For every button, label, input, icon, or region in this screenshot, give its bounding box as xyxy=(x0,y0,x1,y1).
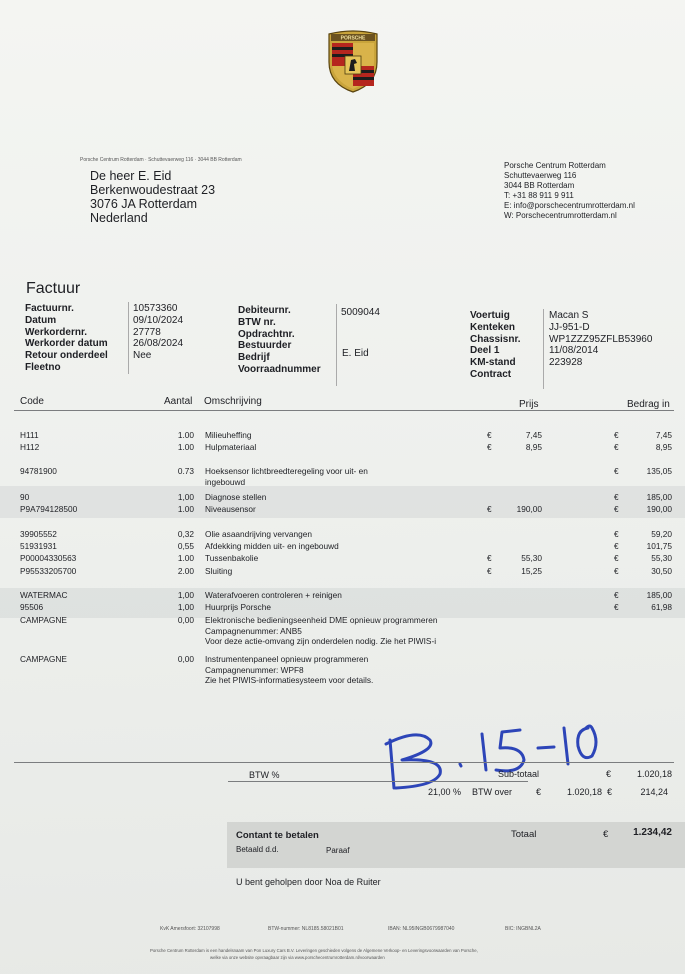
meta-label: Bedrijf xyxy=(238,352,270,364)
subtotal-label: Sub-totaal xyxy=(498,769,540,779)
line-description: Campagnenummer: WPF8 xyxy=(205,664,304,675)
amount-currency: € xyxy=(614,504,619,514)
footer-kvk: KvK Amersfoort: 32107998 xyxy=(160,926,220,932)
helped-by: U bent geholpen door Noa de Ruiter xyxy=(236,877,381,887)
line-price: 15,25 xyxy=(521,566,542,576)
line-code: P9A794128500 xyxy=(20,504,78,514)
dealer-phone: T: +31 88 911 9 911 xyxy=(504,191,574,200)
header-price: Prijs xyxy=(519,399,539,410)
line-code: 95506 xyxy=(20,602,44,612)
meta-label: Factuurnr. xyxy=(25,303,74,314)
meta-label: Voertuig xyxy=(470,310,510,321)
line-quantity: 0,00 xyxy=(177,615,194,625)
column-divider xyxy=(128,302,129,374)
work-order-number: 27778 xyxy=(133,326,161,338)
meta-label: Retour onderdeel xyxy=(25,350,108,362)
vat-value: 214,24 xyxy=(640,787,668,797)
line-code: 39905552 xyxy=(20,529,57,539)
line-description: Olie asaandrijving vervangen xyxy=(205,529,313,539)
amount-currency: € xyxy=(614,553,619,563)
meta-label: BTW nr. xyxy=(238,316,276,328)
price-currency: € xyxy=(487,504,492,514)
porsche-crest-logo xyxy=(327,28,379,94)
license-plate: JJ-951-D xyxy=(549,321,590,333)
line-price: 7,45 xyxy=(525,430,542,440)
meta-label: Werkorder datum xyxy=(25,338,108,350)
debtor-number: 5009044 xyxy=(341,307,380,318)
return-part: Nee xyxy=(133,350,152,362)
total-label: Totaal xyxy=(511,829,537,840)
amount-currency: € xyxy=(614,602,619,612)
line-quantity: 1.00 xyxy=(177,553,194,563)
page-title: Factuur xyxy=(26,280,81,297)
line-description: Niveausensor xyxy=(205,504,256,514)
recipient-name: De heer E. Eid xyxy=(90,169,172,183)
header-amount: Bedrag in xyxy=(627,399,670,410)
amount-currency: € xyxy=(614,442,619,452)
meta-label: Datum xyxy=(25,314,57,326)
vehicle-meta-values xyxy=(549,310,652,369)
line-price: 190,00 xyxy=(516,504,542,514)
line-amount: 8,95 xyxy=(655,442,672,452)
recipient-city: 3076 JA Rotterdam xyxy=(90,197,198,211)
vat-currency: € xyxy=(607,787,613,797)
meta-label: Voorraadnummer xyxy=(238,363,321,375)
vat-rate: 21,00 % xyxy=(428,787,462,797)
line-description: Diagnose stellen xyxy=(205,492,267,502)
price-currency: € xyxy=(487,566,492,576)
line-quantity: 1.00 xyxy=(177,504,194,514)
vehicle-model: Macan S xyxy=(549,310,589,321)
meta-label: Bestuurder xyxy=(238,340,292,352)
line-amount: 101,75 xyxy=(646,541,672,551)
footer-legal-2: welke via onze website opvraagbaar zijn via www.porschecentrumrotterdam.nl/voorwaarden xyxy=(210,955,385,960)
price-currency: € xyxy=(487,442,492,452)
subtotal-currency: € xyxy=(606,769,612,779)
initials-label: Paraaf xyxy=(326,846,350,855)
line-price: 8,95 xyxy=(525,442,542,452)
meta-label: Debiteurnr. xyxy=(238,305,291,316)
line-amount: 185,00 xyxy=(646,590,672,600)
line-amount: 7,45 xyxy=(655,430,672,440)
dealer-website: W: Porschecentrumrotterdam.nl xyxy=(504,211,617,220)
row-band xyxy=(0,588,685,618)
amount-currency: € xyxy=(614,492,619,502)
meta-label: KM-stand xyxy=(470,357,516,369)
column-divider xyxy=(543,309,544,389)
recipient-street: Berkenwoudestraat 23 xyxy=(90,183,216,197)
line-description: Campagnenummer: ANB5 xyxy=(205,625,302,636)
driver-name: E. Eid xyxy=(342,348,369,359)
meta-label: Contract xyxy=(470,368,512,380)
meta-label: Chassisnr. xyxy=(470,333,521,345)
dealer-city: 3044 BB Rotterdam xyxy=(504,181,575,190)
line-description: Sluiting xyxy=(205,566,233,576)
row-band xyxy=(0,486,685,518)
line-code: 90 xyxy=(20,492,30,502)
dealer-street: Schuttevaerweg 116 xyxy=(504,171,577,180)
line-code: H111 xyxy=(20,430,39,440)
line-code: CAMPAGNE xyxy=(20,615,67,625)
footer-vat-number: BTW-nummer: NL8185.58021B01 xyxy=(268,926,344,932)
customer-meta xyxy=(238,305,321,376)
footer-bic: BIC: INGBNL2A xyxy=(505,926,541,932)
line-description: Waterafvoeren controleren + reinigen xyxy=(205,590,342,600)
line-description: Huurprijs Porsche xyxy=(205,602,271,612)
line-amount: 55,30 xyxy=(651,553,672,563)
dealer-email: E: info@porschecentrumrotterdam.nl xyxy=(504,201,635,210)
price-currency: € xyxy=(487,430,492,440)
footer-iban: IBAN: NL95INGB0679987040 xyxy=(388,926,455,932)
payment-label: Contant te betalen xyxy=(236,830,319,841)
line-quantity: 2.00 xyxy=(177,566,194,576)
work-order-date: 26/08/2024 xyxy=(133,338,184,350)
dealer-address xyxy=(504,161,635,221)
sender-line: Porsche Centrum Rotterdam · Schuttevaerweg 116 · 3044 BB Rotterdam xyxy=(80,157,242,163)
line-price: 55,30 xyxy=(521,553,542,563)
totals-rule xyxy=(14,762,674,763)
line-quantity: 1,00 xyxy=(177,492,194,502)
column-divider xyxy=(336,304,337,386)
line-description: Tussenbakolie xyxy=(205,553,259,563)
line-quantity: 1,00 xyxy=(177,602,194,612)
line-amount: 135,05 xyxy=(646,466,672,476)
recipient-country: Nederland xyxy=(90,211,148,225)
line-quantity: 1.00 xyxy=(177,430,194,440)
svg-text:PORSCHE: PORSCHE xyxy=(340,35,366,42)
vat-base-currency: € xyxy=(536,787,542,797)
line-quantity: 0.73 xyxy=(177,466,194,476)
line-amount: 30,50 xyxy=(651,566,672,576)
vat-over-label: BTW over xyxy=(472,787,513,797)
meta-label: Opdrachtnr. xyxy=(238,328,295,340)
line-quantity: 0,55 xyxy=(177,541,194,551)
line-description: Hoeksensor lichtbreedteregeling voor uit- en xyxy=(205,466,368,476)
mileage: 223928 xyxy=(549,357,583,369)
chassis-number: WP1ZZZ95ZFLB53960 xyxy=(549,333,653,345)
footer-legal: Porsche Centrum Rotterdam is een handelsnaam van Pon Luxury Cars B.V. Leveringen geschieden volgens de Algemene Verkoop- en Leveringsvoorwaarden van Porsche, xyxy=(150,948,478,953)
line-amount: 185,00 xyxy=(646,492,672,502)
invoice-number: 10573360 xyxy=(133,303,178,314)
line-description: Instrumentenpaneel opnieuw programmeren xyxy=(205,654,369,664)
line-quantity: 0,00 xyxy=(177,654,194,664)
line-amount: 61,98 xyxy=(651,602,672,612)
meta-label: Fleetno xyxy=(25,361,61,373)
invoice-date: 09/10/2024 xyxy=(133,314,184,326)
vehicle-meta xyxy=(470,310,521,381)
total-value: 1.234,42 xyxy=(633,827,672,838)
total-currency: € xyxy=(603,829,609,840)
line-description: Elektronische bedieningseenheid DME opnieuw programmeren xyxy=(205,615,438,625)
meta-label: Werkordernr. xyxy=(25,326,88,338)
vat-rule xyxy=(228,781,528,782)
vat-percent-label: BTW % xyxy=(249,770,280,780)
header-quantity: Aantal xyxy=(164,396,193,407)
line-code: 94781900 xyxy=(20,466,57,476)
line-code: 51931931 xyxy=(20,541,57,551)
line-description: Voor deze actie-omvang zijn onderdelen nodig. Zie het PIWIS-i xyxy=(205,636,437,646)
registration-date: 11/08/2014 xyxy=(549,345,599,357)
amount-currency: € xyxy=(614,529,619,539)
line-code: H112 xyxy=(20,442,40,452)
paid-on-label: Betaald d.d. xyxy=(236,845,279,854)
line-description: Zie het PIWIS-informatiesysteem voor details. xyxy=(205,675,374,685)
line-quantity: 1.00 xyxy=(177,442,194,452)
line-code: CAMPAGNE xyxy=(20,654,67,664)
line-quantity: 1,00 xyxy=(177,590,194,600)
line-code: P95533205700 xyxy=(20,566,77,576)
recipient-address xyxy=(90,169,215,225)
line-description: Afdekking midden uit- en ingebouwd xyxy=(205,541,339,551)
subtotal-value: 1.020,18 xyxy=(636,769,672,779)
line-description: Hulpmateriaal xyxy=(205,442,257,452)
amount-currency: € xyxy=(614,541,619,551)
meta-label: Deel 1 xyxy=(470,345,500,357)
amount-currency: € xyxy=(614,466,619,476)
amount-currency: € xyxy=(614,590,619,600)
dealer-name: Porsche Centrum Rotterdam xyxy=(504,161,606,170)
meta-label: Kenteken xyxy=(470,321,516,333)
line-description: ingebouwd xyxy=(205,476,246,487)
line-description: Milieuheffing xyxy=(205,430,252,440)
line-amount: 190,00 xyxy=(646,504,672,514)
line-quantity: 0,32 xyxy=(177,529,194,539)
line-amount: 59,20 xyxy=(651,529,672,539)
amount-currency: € xyxy=(614,566,619,576)
amount-currency: € xyxy=(614,430,619,440)
invoice-meta xyxy=(25,303,108,374)
invoice-meta-values xyxy=(133,303,183,362)
header-rule xyxy=(14,410,674,411)
line-code: WATERMAC xyxy=(20,590,68,600)
vat-base-value: 1.020,18 xyxy=(566,787,602,797)
header-description: Omschrijving xyxy=(204,396,262,407)
header-code: Code xyxy=(20,396,44,407)
line-code: P00004330563 xyxy=(20,553,77,563)
price-currency: € xyxy=(487,553,492,563)
